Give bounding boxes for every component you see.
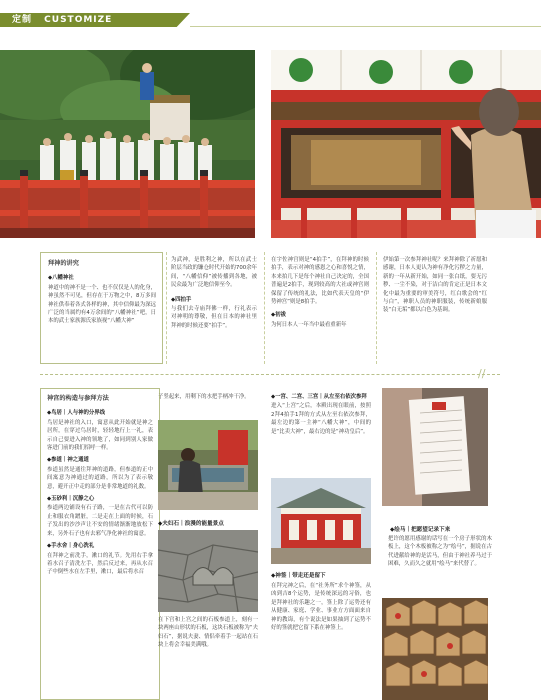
method-col3-top: [271, 392, 371, 436]
col3-para-1: 在宇佐神宫则是“4拍手”，在拜神的时候拍手，表示对神的感恩之心和喜悦之情，本来拍几下是每个神社自己决定的，全国普遍是2拍手，现到较高的大社或神宫则保留了传统的礼法，比如代表天皇的“伊势神宫”则是8拍手。: [271, 257, 369, 306]
method-sub-temizu: ◆手水舍｜身心洗礼: [47, 543, 95, 550]
method-col3-bottom: [271, 582, 371, 632]
method-col2-top: [158, 393, 258, 401]
col2-para-2: 与我们去寺庙拜佛一样，行礼表示对神明的尊敬，但在日本的神社里拜神的时候还要“拍手”。: [171, 306, 257, 329]
method-para-torii: 鸟居是神社的入口，寓意从此开始就是神之居所，在穿过鸟居时，轻轻地行上一礼，表示自己要进入神的领地了，如同到别人家做客进门前的我们招呼一样。: [47, 419, 153, 452]
photo-couple-stone: [158, 530, 258, 612]
col4-para-1: 伊始第一次参拜神社呢？来拜神除了祈愿和感谢，日本人更认为神有净化污秽之力量，新的一年从新开始，如同一张白纸，要无污秽、一尘不染，对于洁白的肯定正是日本文化中最为重要的审美符号，红白歌会的“红与白”，神职人员的神职服装，传统新娘服装“白无垢”都以白色为基调。: [383, 257, 487, 314]
photo-temizuya: [158, 420, 258, 510]
intro-box: [40, 252, 163, 364]
method-sub-torii: ◆鸟居｜人与神的分界线: [47, 410, 106, 417]
column-divider: [376, 252, 377, 364]
method-sub-gravel: ◆玉砂利｜沉静之心: [47, 496, 95, 503]
method-para-gravel: 参道两边铺设有石子路，一是在古代可以防止和服衣角蹭脏，二是走在上面的时候，石子发出的沙沙声让不安的情绪渐渐地放松下来，另外石子也有去邪气净化神社的寓意。: [47, 505, 153, 537]
photo-omikuji-slip: [382, 388, 488, 506]
column-4-text: [383, 256, 487, 315]
method-para-sando: 参道虽然是通往拜神的道路，但参道的正中间寓意为神通过的道路，所以为了表示敬意，避开正中走的部分是非常地道的礼数。: [47, 466, 153, 490]
column-2-text: [171, 256, 257, 330]
header-section: 定制: [12, 15, 33, 25]
caption-meoto-iwa: ◆夫妇石｜浪漫的能量景点: [158, 521, 224, 527]
method-sub-sando: ◆参道｜神之通道: [47, 457, 89, 464]
photo-ema-plaques: [382, 598, 488, 700]
col3-sub-hatsuharai: ◆初祓: [271, 312, 286, 319]
intro-para-1: 神道中的神不是一个、也不仅仅是人的化身，神虽然不可见，但存在于万物之中，8万多间神社供奉着各式各样的神，其中信仰最为深远广泛的当属约有4万余间的“八幡神社”吧，日本的武士家族源氏家族视“八幡大神”: [48, 284, 156, 325]
col2-sub-clap: ◆四拍手: [171, 296, 192, 303]
method-col2-para-1: 子竖起来，用剩下的水把手柄冲干净。: [158, 394, 250, 400]
column-divider: [264, 252, 265, 364]
photo-shrine-worship: [271, 50, 541, 238]
section-divider: [40, 374, 500, 375]
method-para-omikuji: 在拜完神之后，在“社务所”求个神签，从凶到吉8个运势，是传统深远的习俗，也是拜神社的乐趣之一，签上除了运势还有从健康、家庭、学业、事业方方面面来自神的教诲，有个说法是如果抽到了运势不好的签就把它留下系在神签上。: [271, 583, 371, 632]
photo-procession-bridge: [0, 50, 255, 238]
col2-para-1: 为武神，是胜利之神，所以在武士阶层当政的镰仓时代开始的700余年间，“八幡信仰”被传播到各地，被民众最为广泛地信仰至今。: [171, 257, 257, 289]
method-title: 神宫的构造与参拜方法: [47, 395, 109, 402]
method-para-order: 进入“上宫”之后，本殿出现在眼前，按照2拜4拍手1拜的方式从左至右依次参拜，最左边的第一主神“八幡大神”，中间的是“比卖大神”，最右边的是“神功皇后”。: [271, 403, 371, 435]
column-3-text: [271, 256, 369, 329]
method-sub-order: ◆一宫、二宫、三宫｜从左至右依次参拜: [271, 394, 367, 400]
header-label: CUSTOMIZE: [44, 15, 113, 25]
col3-para-3: 为何日本人一年当中最看重新年: [271, 321, 347, 328]
header-title: [12, 13, 112, 27]
divider-mark-icon: //: [478, 367, 486, 380]
method-para-ema: 把许的愿用感谢的话写在一个房子形状的木板上，这个木板被称之为“绘马”，据说在古代进献给神的是活马，但由于神社养马过于困难，久而久之就用“绘马”来代替了。: [388, 536, 492, 568]
intro-sub-hachiman: ◆八幡神社: [48, 275, 74, 282]
caption-omikuji: ◆神签｜带走还是留下: [271, 573, 326, 579]
page-header: [0, 0, 541, 28]
column-divider: [166, 252, 167, 364]
method-col2-para-2: 在下宫和上宫之间的石板参道上，刻有一块两座山形状的石板，这块石板被称为“夫妇石”，据说夫妻、情侣牵着手一起站在石块上将会幸福美满哦。: [158, 617, 258, 649]
photo-shrine-hall: [271, 478, 371, 564]
header-rule: [190, 26, 541, 27]
caption-ema: ◆绘马｜把愿望记录下来: [390, 527, 451, 533]
method-box: [40, 388, 160, 700]
method-col2-bottom: [158, 616, 258, 650]
method-para-temizu: 在拜神之前洗手，漱口的礼节。先用右手拿着水召子清洗左手，然后反过来，再从水召子中倒些水在左手里，漱口，最后将水召: [47, 552, 153, 576]
intro-title: 拜神的讲究: [48, 260, 79, 267]
method-col4-text: [388, 535, 492, 569]
